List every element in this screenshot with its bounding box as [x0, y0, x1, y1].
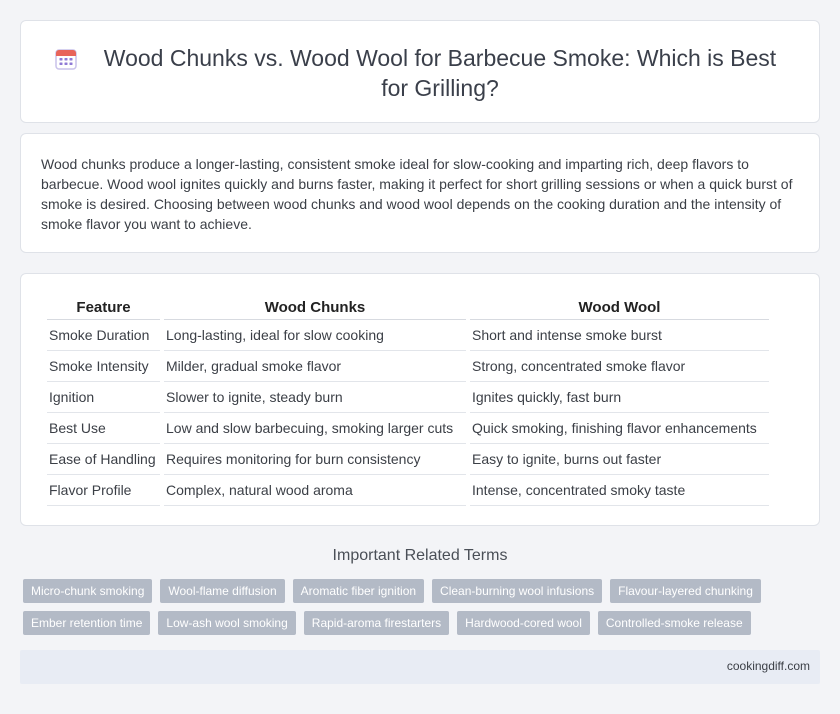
footer-site-link[interactable]: cookingdiff.com — [726, 659, 810, 673]
related-terms-heading: Important Related Terms — [332, 547, 508, 564]
table-cell: Slower to ignite, steady burn — [164, 382, 466, 413]
header-feature: Feature — [47, 296, 160, 320]
tag-rapid-aroma-firestarters[interactable]: Rapid-aroma firestarters — [304, 611, 449, 635]
table-cell: Intense, concentrated smoky taste — [470, 475, 769, 506]
table-row — [47, 444, 769, 475]
tag-flavour-layered-chunking[interactable]: Flavour-layered chunking — [610, 579, 761, 603]
table-header-row — [47, 296, 769, 320]
table-cell: Smoke Intensity — [47, 351, 160, 382]
table-row — [47, 475, 769, 506]
tag-row — [23, 611, 813, 635]
table-cell: Milder, gradual smoke flavor — [164, 351, 466, 382]
tag-aromatic-fiber-ignition[interactable]: Aromatic fiber ignition — [293, 579, 424, 603]
table-row — [47, 413, 769, 444]
table-row — [47, 382, 769, 413]
tag-hardwood-cored-wool[interactable]: Hardwood-cored wool — [457, 611, 590, 635]
table-cell: Strong, concentrated smoke flavor — [470, 351, 769, 382]
tag-ember-retention-time[interactable]: Ember retention time — [23, 611, 150, 635]
intro-card — [20, 133, 820, 253]
table-cell: Long-lasting, ideal for slow cooking — [164, 320, 466, 351]
related-terms-tags — [23, 579, 813, 643]
table-cell: Ignition — [47, 382, 160, 413]
tag-wool-flame-diffusion[interactable]: Wool-flame diffusion — [160, 579, 284, 603]
table-cell: Short and intense smoke burst — [470, 320, 769, 351]
table-cell: Complex, natural wood aroma — [164, 475, 466, 506]
comparison-table — [43, 296, 773, 506]
table-row — [47, 320, 769, 351]
tag-row — [23, 579, 813, 603]
table-cell: Low and slow barbecuing, smoking larger cuts — [164, 413, 466, 444]
table-cell: Requires monitoring for burn consistency — [164, 444, 466, 475]
comparison-card — [20, 273, 820, 526]
table-cell: Ease of Handling — [47, 444, 160, 475]
table-cell: Easy to ignite, burns out faster — [470, 444, 769, 475]
page-title: Wood Chunks vs. Wood Wool for Barbecue Smoke: Which is Best for Grilling? — [103, 45, 777, 101]
title-card — [20, 20, 820, 123]
table-row — [47, 351, 769, 382]
tag-controlled-smoke-release[interactable]: Controlled-smoke release — [598, 611, 751, 635]
intro-paragraph: Wood chunks produce a longer-lasting, consistent smoke ideal for slow-cooking and imparting rich, deep flavors to barbecue. Wood wool ignites quickly and burns faster, making it perfect for short grilling sessions or when a quick burst of smoke is desired. Choosing between wood chunks and wood wool depends on the cooking duration and the intensity of smoke flavor you want to achieve. — [41, 156, 793, 232]
table-cell: Flavor Profile — [47, 475, 160, 506]
tag-clean-burning-wool-infusions[interactable]: Clean-burning wool infusions — [432, 579, 602, 603]
header-wood-chunks: Wood Chunks — [164, 296, 466, 320]
tag-low-ash-wool-smoking[interactable]: Low-ash wool smoking — [158, 611, 295, 635]
table-cell: Best Use — [47, 413, 160, 444]
tag-micro-chunk-smoking[interactable]: Micro-chunk smoking — [23, 579, 152, 603]
table-cell: Ignites quickly, fast burn — [470, 382, 769, 413]
footer — [20, 650, 820, 684]
table-cell: Smoke Duration — [47, 320, 160, 351]
table-cell: Quick smoking, finishing flavor enhancements — [470, 413, 769, 444]
header-wood-wool: Wood Wool — [470, 296, 769, 320]
